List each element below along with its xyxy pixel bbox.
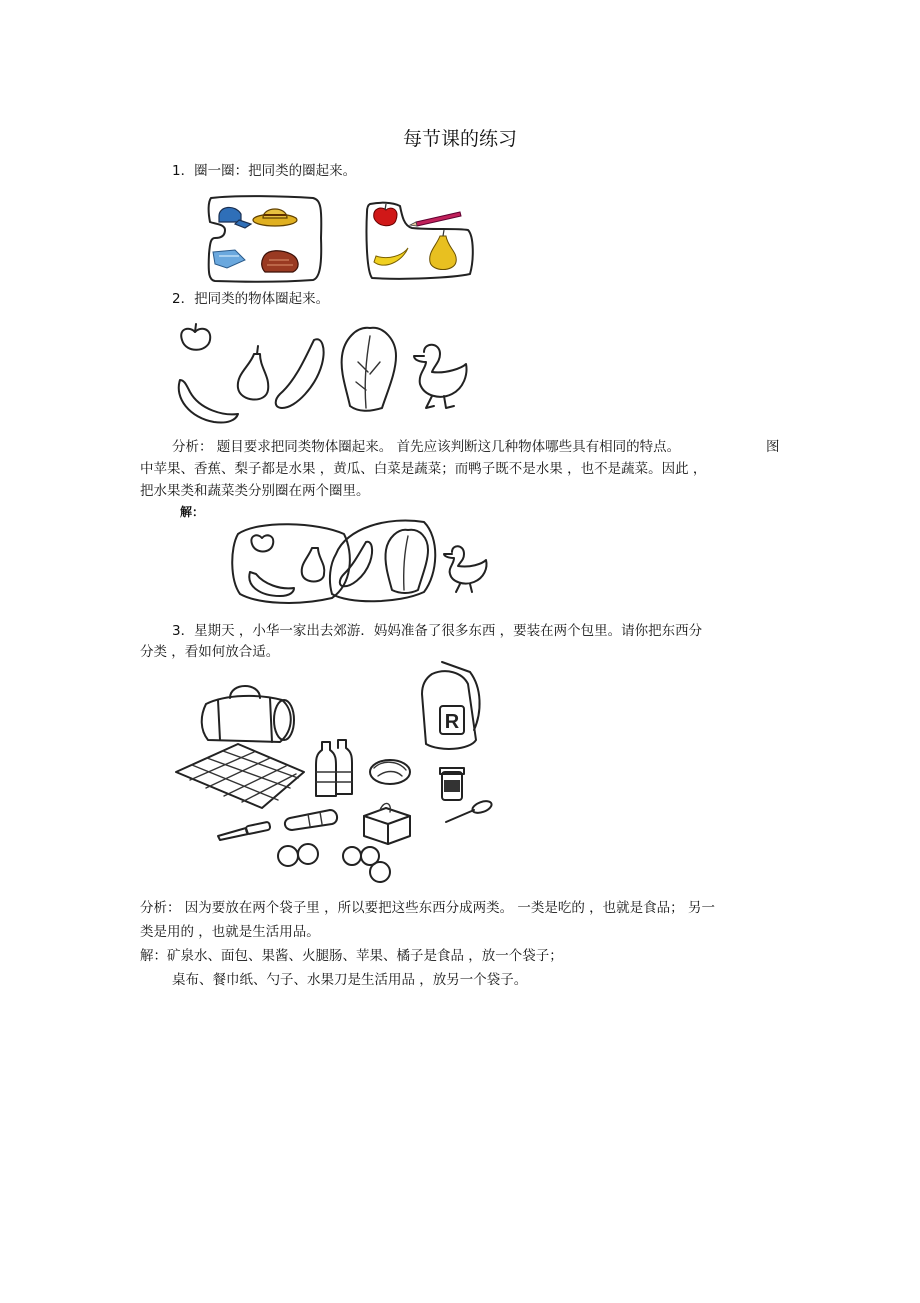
water-bottles-icon [316,740,352,796]
question-2-figure [170,322,480,426]
pear-icon [238,346,268,400]
bread-roll-icon [370,760,410,784]
q3-analysis-line-2: 类是用的 ，也就是生活用品。 [140,924,320,940]
clothing-group-circle [205,194,325,286]
apple-icon [251,535,273,551]
duck-icon [444,546,487,592]
fruit-knife-icon [218,822,271,840]
q3-solution-line-1: 解：矿泉水、面包、果酱、火腿肠、苹果、橘子是食品 ，放一个袋子； [140,948,563,964]
q2-analysis-line-2: 中苹果、香蕉、梨子都是水果 ，黄瓜、白菜是蔬菜；而鸭子既不是水果 ，也不是蔬菜。因此 ， [140,461,707,477]
pear-icon [302,548,325,582]
straw-hat-icon [253,209,297,226]
question-2-text: 2．把同类的物体圈起来。 [172,291,330,307]
cabbage-icon [342,328,396,411]
q2-solution-label: 解： [180,505,205,519]
orange-icon [343,847,390,882]
duffel-bag-icon [202,686,294,742]
gloves-icon [213,250,245,268]
question-3-figure [170,660,500,886]
question-2-solution-figure [228,514,494,606]
cucumber-icon [276,339,324,408]
sausage-icon [285,810,337,830]
q3-solution-line-2: 桌布、餐巾纸、勺子、水果刀是生活用品 ，放另一个袋子。 [172,972,528,988]
question-1-text: 1．圈一圈：把同类的圈起来。 [172,163,357,179]
apple-icon [374,204,397,226]
banana-icon [249,572,294,596]
fruit-group-circle [362,200,480,282]
duck-icon [414,345,466,408]
cabbage-icon [385,530,428,593]
q2-analysis-line-1-end: 图 [766,439,780,455]
apple-icon [181,324,210,350]
backpack-letter: R [444,711,460,733]
pear-icon [430,230,457,270]
banana-icon [374,248,408,265]
cucumber-icon [340,542,372,587]
q2-analysis-line-3: 把水果类和蔬菜类分别圈在两个圈里。 [140,483,370,499]
q2-analysis-line-1: 分析： 题目要求把同类物体圈起来。 首先应该判断这几种物体哪些具有相同的特点。 [172,439,681,455]
question-3-line-1: 3．星期天 ，小华一家出去郊游．妈妈准备了很多东西 ，要装在两个包里。请你把东西分 [172,623,703,639]
question-3-line-2: 分类 ，看如何放合适。 [140,644,280,660]
jam-jar-icon [440,768,464,800]
page-title: 每节课的练习 [402,128,517,150]
tissue-box-icon [364,803,410,844]
tablecloth-icon [176,744,304,808]
orange-icon [278,844,318,866]
banana-icon [179,380,238,423]
spoon-icon [446,799,493,822]
q3-analysis-line-1: 分析： 因为要放在两个袋子里 ，所以要把这些东西分成两类。 一类是吃的 ，也就是食品； 另一 [140,900,715,916]
cap-icon [219,207,251,228]
pencil-icon [410,212,461,226]
shoe-icon [262,251,298,272]
backpack-icon [422,662,480,749]
